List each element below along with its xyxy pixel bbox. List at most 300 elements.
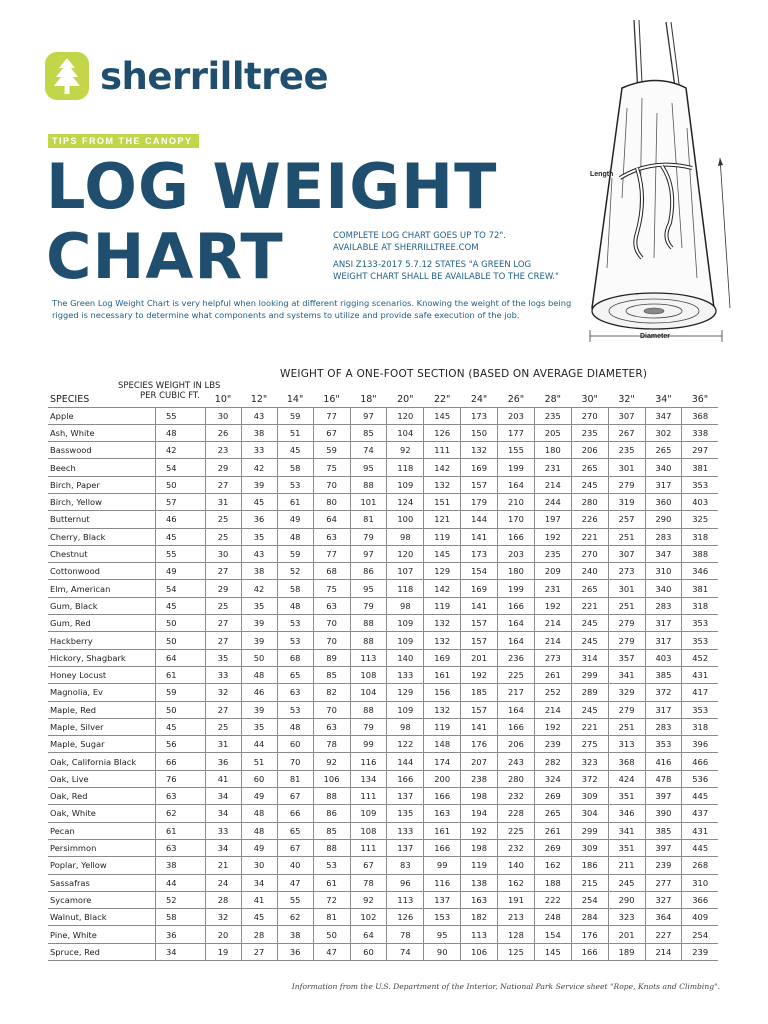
weight-value-cell: 48 xyxy=(277,528,313,545)
weight-value-cell: 34 xyxy=(205,788,241,805)
weight-value-cell: 39 xyxy=(241,701,277,718)
species-weight-cell: 46 xyxy=(155,511,205,528)
weight-value-cell: 179 xyxy=(461,493,498,510)
weight-value-cell: 63 xyxy=(313,528,350,545)
species-name-cell: Basswood xyxy=(48,442,155,459)
length-label: Length xyxy=(590,171,614,178)
weight-value-cell: 279 xyxy=(608,476,645,493)
weight-value-cell: 366 xyxy=(682,891,718,908)
weight-value-cell: 86 xyxy=(313,805,350,822)
weight-value-cell: 284 xyxy=(571,909,608,926)
weight-value-cell: 35 xyxy=(241,528,277,545)
weight-value-cell: 239 xyxy=(682,943,718,960)
intro-line-1: The Green Log Weight Chart is very helpful when looking at different rigging scenarios. Knowing the weight of the logs being xyxy=(52,298,572,308)
species-weight-cell: 54 xyxy=(155,459,205,476)
weight-value-cell: 45 xyxy=(241,493,277,510)
table-row xyxy=(48,857,718,874)
weight-value-cell: 161 xyxy=(424,666,461,683)
diameter-column-header: 12" xyxy=(250,393,268,405)
weight-value-cell: 191 xyxy=(498,891,535,908)
weight-value-cell: 125 xyxy=(498,943,535,960)
weight-value-cell: 166 xyxy=(387,770,424,787)
weight-value-cell: 182 xyxy=(461,909,498,926)
diameter-column-header: 10" xyxy=(214,393,232,405)
species-name-cell: Maple, Red xyxy=(48,701,155,718)
weight-value-cell: 351 xyxy=(608,839,645,856)
weight-value-cell: 155 xyxy=(498,442,535,459)
weight-value-cell: 251 xyxy=(608,528,645,545)
weight-value-cell: 77 xyxy=(313,545,350,562)
weight-value-cell: 67 xyxy=(313,424,350,441)
weight-value-cell: 385 xyxy=(645,822,682,839)
weight-value-cell: 347 xyxy=(645,545,682,562)
weight-value-cell: 138 xyxy=(461,874,498,891)
weight-value-cell: 113 xyxy=(461,926,498,943)
table-row xyxy=(48,891,718,908)
weight-value-cell: 81 xyxy=(313,909,350,926)
weight-value-cell: 161 xyxy=(424,822,461,839)
weight-value-cell: 214 xyxy=(645,943,682,960)
weight-value-cell: 201 xyxy=(608,926,645,943)
weight-value-cell: 34 xyxy=(241,874,277,891)
species-name-cell: Cottonwood xyxy=(48,563,155,580)
weight-value-cell: 80 xyxy=(313,493,350,510)
table-row xyxy=(48,615,718,632)
table-row xyxy=(48,943,718,960)
weight-value-cell: 279 xyxy=(608,615,645,632)
diameter-column-header: 16" xyxy=(323,393,340,405)
weight-value-cell: 61 xyxy=(277,493,313,510)
weight-value-cell: 323 xyxy=(571,753,608,770)
weight-value-cell: 43 xyxy=(241,545,277,562)
species-name-cell: Oak, Live xyxy=(48,770,155,787)
weight-value-cell: 59 xyxy=(277,545,313,562)
table-row xyxy=(48,822,718,839)
tree-icon xyxy=(44,51,90,101)
weight-value-cell: 88 xyxy=(350,615,387,632)
species-weight-cell: 64 xyxy=(155,649,205,666)
weight-value-cell: 28 xyxy=(205,891,241,908)
species-name-cell: Maple, Sugar xyxy=(48,736,155,753)
species-weight-cell: 59 xyxy=(155,684,205,701)
weight-value-cell: 340 xyxy=(645,580,682,597)
species-weight-cell: 58 xyxy=(155,909,205,926)
weight-value-cell: 42 xyxy=(241,459,277,476)
weight-value-cell: 145 xyxy=(534,943,571,960)
weight-value-cell: 279 xyxy=(608,701,645,718)
weight-value-cell: 67 xyxy=(350,857,387,874)
weight-value-cell: 283 xyxy=(645,597,682,614)
weight-value-cell: 174 xyxy=(424,753,461,770)
weight-value-cell: 403 xyxy=(682,493,718,510)
species-name-cell: Beech xyxy=(48,459,155,476)
weight-value-cell: 346 xyxy=(682,563,718,580)
weight-value-cell: 79 xyxy=(350,597,387,614)
species-name-cell: Walnut, Black xyxy=(48,909,155,926)
table-row xyxy=(48,407,718,424)
diameter-column-header: 18" xyxy=(360,393,377,405)
weight-value-cell: 141 xyxy=(461,597,498,614)
weight-value-cell: 397 xyxy=(645,839,682,856)
weight-value-cell: 132 xyxy=(424,476,461,493)
species-weight-cell: 36 xyxy=(155,926,205,943)
table-row xyxy=(48,511,718,528)
weight-value-cell: 64 xyxy=(350,926,387,943)
weight-value-cell: 206 xyxy=(571,442,608,459)
weight-value-cell: 203 xyxy=(498,545,535,562)
weight-value-cell: 189 xyxy=(608,943,645,960)
weight-value-cell: 81 xyxy=(277,770,313,787)
weight-value-cell: 53 xyxy=(277,701,313,718)
weight-value-cell: 51 xyxy=(277,424,313,441)
species-weight-cell: 42 xyxy=(155,442,205,459)
weight-value-cell: 129 xyxy=(387,684,424,701)
weight-value-cell: 90 xyxy=(424,943,461,960)
weight-value-cell: 299 xyxy=(571,666,608,683)
weight-value-cell: 164 xyxy=(498,615,535,632)
weight-value-cell: 97 xyxy=(350,407,387,424)
weight-value-cell: 34 xyxy=(205,805,241,822)
weight-value-cell: 137 xyxy=(387,788,424,805)
weight-value-cell: 169 xyxy=(461,459,498,476)
weight-value-cell: 381 xyxy=(682,459,718,476)
table-row xyxy=(48,442,718,459)
weight-value-cell: 30 xyxy=(205,407,241,424)
species-name-cell: Oak, California Black xyxy=(48,753,155,770)
weight-value-cell: 424 xyxy=(608,770,645,787)
weight-value-cell: 244 xyxy=(534,493,571,510)
weight-value-cell: 372 xyxy=(645,684,682,701)
weight-value-cell: 245 xyxy=(571,632,608,649)
weight-value-cell: 118 xyxy=(387,459,424,476)
species-name-cell: Gum, Black xyxy=(48,597,155,614)
weight-value-cell: 431 xyxy=(682,666,718,683)
diameter-column-header: 32" xyxy=(618,393,635,405)
weight-value-cell: 228 xyxy=(498,805,535,822)
weight-value-cell: 231 xyxy=(534,580,571,597)
species-weight-cell: 38 xyxy=(155,857,205,874)
weight-value-cell: 133 xyxy=(387,666,424,683)
weight-value-cell: 83 xyxy=(387,857,424,874)
weight-value-cell: 164 xyxy=(498,701,535,718)
weight-value-cell: 245 xyxy=(571,615,608,632)
weight-value-cell: 45 xyxy=(277,442,313,459)
weight-value-cell: 466 xyxy=(682,753,718,770)
weight-value-cell: 214 xyxy=(534,701,571,718)
weight-value-cell: 81 xyxy=(350,511,387,528)
weight-value-cell: 318 xyxy=(682,718,718,735)
weight-value-cell: 283 xyxy=(645,528,682,545)
weight-value-cell: 201 xyxy=(461,649,498,666)
species-weight-cell: 76 xyxy=(155,770,205,787)
weight-value-cell: 265 xyxy=(571,580,608,597)
species-weight-cell: 66 xyxy=(155,753,205,770)
weight-value-cell: 215 xyxy=(571,874,608,891)
weight-value-cell: 49 xyxy=(277,511,313,528)
weight-value-cell: 48 xyxy=(241,805,277,822)
weight-value-cell: 452 xyxy=(682,649,718,666)
diameter-column-header: 26" xyxy=(507,393,525,405)
table-row xyxy=(48,909,718,926)
weight-value-cell: 289 xyxy=(571,684,608,701)
weight-value-cell: 248 xyxy=(534,909,571,926)
species-weight-cell: 49 xyxy=(155,563,205,580)
weight-value-cell: 353 xyxy=(682,476,718,493)
weight-value-cell: 164 xyxy=(498,632,535,649)
weight-value-cell: 113 xyxy=(350,649,387,666)
weight-value-cell: 89 xyxy=(313,649,350,666)
table-row xyxy=(48,528,718,545)
weight-value-cell: 254 xyxy=(571,891,608,908)
weight-value-cell: 65 xyxy=(277,822,313,839)
weight-value-cell: 58 xyxy=(277,459,313,476)
weight-value-cell: 92 xyxy=(387,442,424,459)
weight-value-cell: 109 xyxy=(387,476,424,493)
page-title-line-2: CHART xyxy=(46,220,284,293)
weight-value-cell: 346 xyxy=(608,805,645,822)
brand-name: sherrilltree xyxy=(100,54,329,98)
weight-value-cell: 279 xyxy=(608,632,645,649)
weight-value-cell: 109 xyxy=(350,805,387,822)
table-row xyxy=(48,580,718,597)
weight-value-cell: 176 xyxy=(461,736,498,753)
table-row xyxy=(48,493,718,510)
weight-value-cell: 180 xyxy=(498,563,535,580)
weight-value-cell: 368 xyxy=(682,407,718,424)
weight-value-cell: 33 xyxy=(241,442,277,459)
species-name-cell: Oak, White xyxy=(48,805,155,822)
weight-value-cell: 227 xyxy=(645,926,682,943)
weight-value-cell: 385 xyxy=(645,666,682,683)
weight-value-cell: 140 xyxy=(498,857,535,874)
weight-value-cell: 48 xyxy=(241,822,277,839)
weight-value-cell: 111 xyxy=(424,442,461,459)
weight-value-cell: 42 xyxy=(241,580,277,597)
weight-value-cell: 88 xyxy=(313,839,350,856)
weight-value-cell: 203 xyxy=(498,407,535,424)
weight-value-cell: 36 xyxy=(277,943,313,960)
weight-value-cell: 35 xyxy=(241,718,277,735)
species-weight-cell: 50 xyxy=(155,476,205,493)
weight-value-cell: 192 xyxy=(461,666,498,683)
diameter-column-header: 24" xyxy=(470,393,488,405)
weight-value-cell: 104 xyxy=(387,424,424,441)
weight-value-cell: 166 xyxy=(571,943,608,960)
weight-value-cell: 39 xyxy=(241,632,277,649)
weight-value-cell: 148 xyxy=(424,736,461,753)
weight-value-cell: 59 xyxy=(313,442,350,459)
weight-value-cell: 66 xyxy=(277,805,313,822)
table-row xyxy=(48,788,718,805)
weight-value-cell: 119 xyxy=(424,718,461,735)
species-weight-cell: 50 xyxy=(155,701,205,718)
weight-value-cell: 104 xyxy=(350,684,387,701)
weight-value-cell: 106 xyxy=(313,770,350,787)
weight-value-cell: 63 xyxy=(313,597,350,614)
weight-value-cell: 145 xyxy=(424,545,461,562)
weight-value-cell: 108 xyxy=(350,822,387,839)
weight-value-cell: 132 xyxy=(461,442,498,459)
weight-value-cell: 29 xyxy=(205,580,241,597)
weight-value-cell: 41 xyxy=(205,770,241,787)
weight-value-cell: 50 xyxy=(313,926,350,943)
intro-line-2: rigged is necessary to determine what components and systems to utilize and provide safe execution of the job. xyxy=(52,310,520,320)
species-weight-label-1: SPECIES WEIGHT IN LBS xyxy=(118,381,221,391)
weight-value-cell: 49 xyxy=(241,839,277,856)
species-weight-cell: 34 xyxy=(155,943,205,960)
weight-value-cell: 95 xyxy=(424,926,461,943)
weight-value-cell: 213 xyxy=(498,909,535,926)
weight-value-cell: 235 xyxy=(534,545,571,562)
weight-value-cell: 30 xyxy=(241,857,277,874)
weight-value-cell: 151 xyxy=(424,493,461,510)
weight-value-cell: 68 xyxy=(277,649,313,666)
weight-value-cell: 347 xyxy=(645,407,682,424)
weight-value-cell: 198 xyxy=(461,839,498,856)
weight-value-cell: 199 xyxy=(498,580,535,597)
weight-value-cell: 353 xyxy=(682,615,718,632)
weight-value-cell: 59 xyxy=(277,407,313,424)
weight-value-cell: 88 xyxy=(313,788,350,805)
chart-note-line-1: COMPLETE LOG CHART GOES UP TO 72". xyxy=(333,231,506,241)
weight-value-cell: 24 xyxy=(205,874,241,891)
weight-value-cell: 61 xyxy=(313,874,350,891)
weight-value-cell: 396 xyxy=(682,736,718,753)
weight-value-cell: 283 xyxy=(645,718,682,735)
weight-value-cell: 351 xyxy=(608,788,645,805)
weight-value-cell: 340 xyxy=(645,459,682,476)
weight-value-cell: 290 xyxy=(608,891,645,908)
weight-value-cell: 157 xyxy=(461,476,498,493)
weight-value-cell: 75 xyxy=(313,580,350,597)
table-row xyxy=(48,476,718,493)
weight-value-cell: 135 xyxy=(387,805,424,822)
species-name-cell: Sycamore xyxy=(48,891,155,908)
weight-value-cell: 35 xyxy=(205,649,241,666)
table-row xyxy=(48,718,718,735)
weight-value-cell: 261 xyxy=(534,822,571,839)
weight-value-cell: 251 xyxy=(608,597,645,614)
weight-value-cell: 70 xyxy=(313,701,350,718)
weight-value-cell: 47 xyxy=(277,874,313,891)
weight-value-cell: 177 xyxy=(498,424,535,441)
weight-value-cell: 98 xyxy=(387,718,424,735)
weight-value-cell: 180 xyxy=(534,442,571,459)
weight-value-cell: 163 xyxy=(461,891,498,908)
weight-value-cell: 23 xyxy=(205,442,241,459)
weight-value-cell: 120 xyxy=(387,407,424,424)
weight-value-cell: 107 xyxy=(387,563,424,580)
weight-value-cell: 364 xyxy=(645,909,682,926)
weight-value-cell: 307 xyxy=(608,407,645,424)
weight-value-cell: 338 xyxy=(682,424,718,441)
diameter-column-header: 22" xyxy=(433,393,451,405)
weight-value-cell: 27 xyxy=(205,563,241,580)
weight-value-cell: 360 xyxy=(645,493,682,510)
weight-value-cell: 145 xyxy=(424,407,461,424)
weight-value-cell: 254 xyxy=(682,926,718,943)
side-notes xyxy=(333,230,559,288)
weight-value-cell: 245 xyxy=(571,701,608,718)
weight-value-cell: 267 xyxy=(608,424,645,441)
species-name-cell: Hickory, Shagbark xyxy=(48,649,155,666)
weight-value-cell: 319 xyxy=(608,493,645,510)
weight-value-cell: 186 xyxy=(571,857,608,874)
weight-value-cell: 162 xyxy=(534,857,571,874)
weight-value-cell: 109 xyxy=(387,632,424,649)
weight-value-cell: 32 xyxy=(205,909,241,926)
weight-value-cell: 166 xyxy=(424,839,461,856)
weight-value-cell: 49 xyxy=(241,788,277,805)
weight-value-cell: 317 xyxy=(645,476,682,493)
species-weight-label-2: PER CUBIC FT. xyxy=(140,391,200,401)
weight-column-header xyxy=(155,392,205,407)
weight-value-cell: 44 xyxy=(241,736,277,753)
species-weight-cell: 45 xyxy=(155,528,205,545)
source-note: Information from the U.S. Department of the Interior, National Park Service sheet "Rope, Knots and Climbing". xyxy=(291,982,720,991)
weight-value-cell: 245 xyxy=(571,476,608,493)
weight-value-cell: 99 xyxy=(424,857,461,874)
weight-value-cell: 353 xyxy=(682,632,718,649)
weight-value-cell: 31 xyxy=(205,736,241,753)
weight-value-cell: 43 xyxy=(241,407,277,424)
weight-value-cell: 126 xyxy=(424,424,461,441)
weight-value-cell: 132 xyxy=(424,701,461,718)
weight-value-cell: 137 xyxy=(387,839,424,856)
weight-value-cell: 40 xyxy=(277,857,313,874)
weight-value-cell: 133 xyxy=(387,822,424,839)
weight-value-cell: 238 xyxy=(461,770,498,787)
hanging-log-illustration xyxy=(582,18,752,348)
weight-value-cell: 270 xyxy=(571,407,608,424)
table-body xyxy=(48,407,718,961)
weight-value-cell: 141 xyxy=(461,528,498,545)
species-name-cell: Persimmon xyxy=(48,839,155,856)
weight-value-cell: 116 xyxy=(424,874,461,891)
weight-value-cell: 166 xyxy=(424,788,461,805)
weight-value-cell: 207 xyxy=(461,753,498,770)
weight-value-cell: 85 xyxy=(313,822,350,839)
species-name-cell: Gum, Red xyxy=(48,615,155,632)
weight-value-cell: 265 xyxy=(534,805,571,822)
weight-value-cell: 243 xyxy=(498,753,535,770)
weight-value-cell: 39 xyxy=(241,476,277,493)
weight-value-cell: 357 xyxy=(608,649,645,666)
weight-value-cell: 417 xyxy=(682,684,718,701)
species-weight-cell: 50 xyxy=(155,632,205,649)
weight-value-cell: 166 xyxy=(498,528,535,545)
weight-value-cell: 372 xyxy=(571,770,608,787)
weight-value-cell: 124 xyxy=(387,493,424,510)
weight-value-cell: 82 xyxy=(313,684,350,701)
species-weight-cell: 56 xyxy=(155,736,205,753)
weight-value-cell: 232 xyxy=(498,839,535,856)
table-row xyxy=(48,563,718,580)
weight-value-cell: 192 xyxy=(534,528,571,545)
weight-value-cell: 109 xyxy=(387,701,424,718)
species-weight-cell: 63 xyxy=(155,788,205,805)
weight-value-cell: 194 xyxy=(461,805,498,822)
weight-value-cell: 301 xyxy=(608,580,645,597)
weight-value-cell: 88 xyxy=(350,701,387,718)
weight-value-cell: 53 xyxy=(277,632,313,649)
species-name-cell: Apple xyxy=(48,407,155,424)
weight-value-cell: 192 xyxy=(461,822,498,839)
weight-value-cell: 222 xyxy=(534,891,571,908)
weight-value-cell: 265 xyxy=(571,459,608,476)
weight-value-cell: 36 xyxy=(241,511,277,528)
weight-value-cell: 169 xyxy=(461,580,498,597)
